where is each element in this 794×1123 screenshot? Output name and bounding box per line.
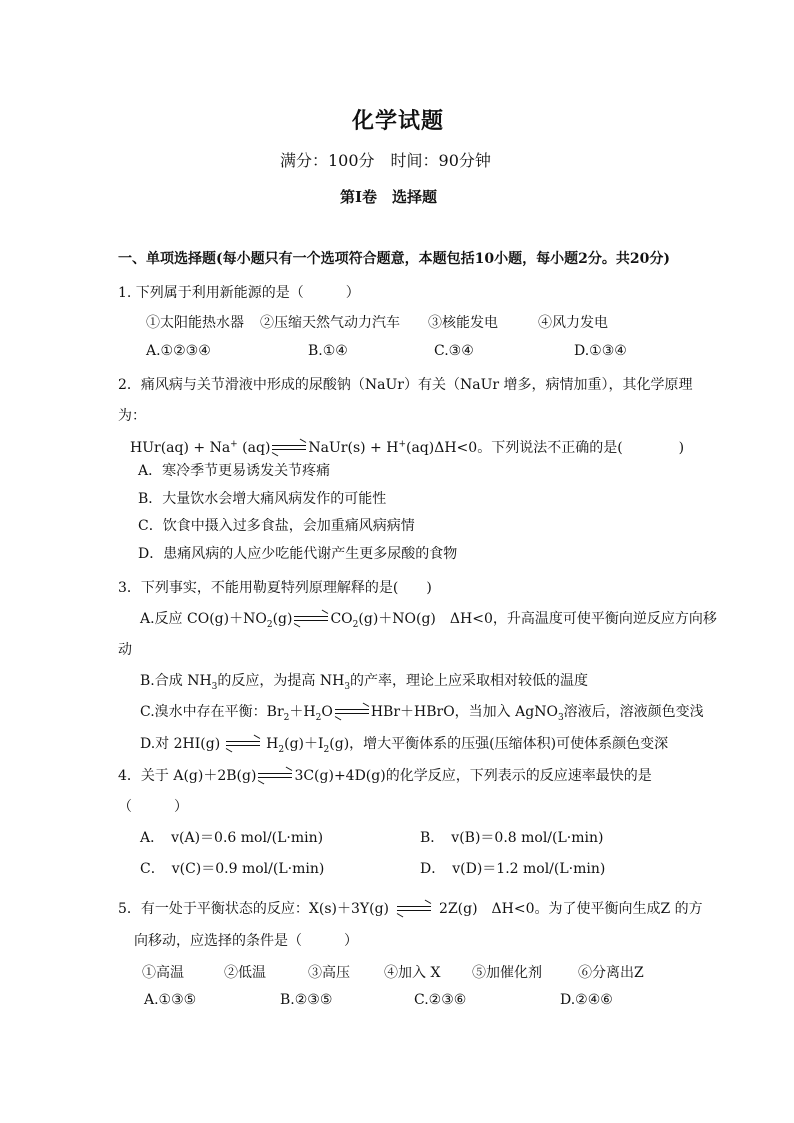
q3-option-a: A.反应 $CO(g)+NO_2(g)$ $CO_2(g)+NO(g)$ ΔH<0，升高温度可使平衡向逆反应方向移: [140, 611, 717, 630]
volume-heading: 第Ⅰ卷 选择题: [340, 188, 438, 206]
q5-item: ②低温: [224, 965, 266, 981]
q4-option-c: C． v(C)＝0.9 mol/(L·min): [140, 861, 325, 877]
q3-option-b: B.合成 $NH_3$的反应，为提高 $NH_3$的产率，理论上应采取相对较低的温度: [140, 673, 589, 692]
q4-option-b: B． v(B)＝0.8 mol/(L·min): [420, 830, 604, 846]
equilibrium-arrow-icon: [294, 614, 328, 624]
q5-item: ⑥分离出Z: [578, 965, 644, 981]
q5-item: ①高温: [142, 965, 184, 981]
q2-option-a: A．寒冷季节更易诱发关节疼痛: [138, 463, 331, 479]
q5-item: ③高压: [308, 965, 350, 981]
q5-item: ④加入 X: [384, 965, 441, 981]
q5-item: ⑤加催化剂: [472, 965, 542, 981]
q5-option-b: B.②③⑤: [280, 992, 333, 1008]
exam-meta: 满分：100分 时间：90分钟: [280, 151, 491, 170]
q5-option-d: D.②④⑥: [560, 992, 613, 1008]
q1-option-c: C.③④: [434, 343, 474, 359]
equilibrium-arrow-icon: [226, 739, 260, 749]
section-heading: 一、单项选择题(每小题只有一个选项符合题意，本题包括10小题，每小题2分。共20分): [118, 251, 670, 267]
q1-item: ③核能发电: [428, 315, 498, 331]
exam-title: 化学试题: [352, 108, 445, 134]
q5-option-a: A.①③⑤: [144, 992, 197, 1008]
equilibrium-arrow-icon: [335, 707, 369, 717]
q4-option-a: A． v(A)＝0.6 mol/(L·min): [140, 830, 324, 846]
q1-option-d: D.①③④: [574, 343, 627, 359]
equilibrium-arrow-icon: [258, 771, 292, 781]
q1-item: ①太阳能热水器: [146, 315, 244, 331]
q4-stem-line2: （ ）: [118, 799, 188, 815]
q3-option-a-line2: 动: [118, 642, 132, 658]
q2-option-d: D．患痛风病的人应少吃能代谢产生更多尿酸的食物: [138, 546, 458, 562]
q5-stem-line2: 向移动，应选择的条件是（ ）: [134, 933, 358, 949]
q1-item: ②压缩天然气动力汽车: [260, 315, 400, 331]
q3-option-c: C.溴水中存在平衡：$Br_2+H_2O$ HBr＋HBrO，当加入 AgNO$_3$溶液后，溶液颜色变浅: [140, 704, 704, 723]
q2-equation: HUr(aq) + Na+ (aq) NaUr(s) + H+(aq)ΔH<0。下列说法不正确的是( ): [130, 439, 685, 456]
q2-stem-line1: 2．痛风病与关节滑液中形成的尿酸钠（NaUr）有关（NaUr 增多，病情加重），其化学原理: [118, 377, 693, 393]
q1-option-b: B.①④: [308, 343, 348, 359]
q2-stem-line2: 为：: [118, 408, 146, 424]
q2-option-b: B．大量饮水会增大痛风病发作的可能性: [138, 491, 387, 507]
q4-stem: 4．关于 A(g)＋2B(g) 3C(g)+4D(g)的化学反应，下列表示的反应速率最快的是: [118, 768, 652, 784]
q5-stem: 5．有一处于平衡状态的反应：X(s)＋3Y(g) 2Z(g) ΔH<0。为了使平衡向生成Z 的方: [118, 901, 703, 917]
equilibrium-arrow-icon: [397, 904, 431, 914]
equilibrium-arrow-icon: [272, 443, 306, 453]
q1-stem: 1. 下列属于利用新能源的是（ ）: [118, 285, 360, 301]
q4-option-d: D． v(D)＝1.2 mol/(L·min): [420, 861, 606, 877]
q3-option-d: D.对 2HI(g) $H_2(g)+I_2(g)$，增大平衡体系的压强(压缩体积)可使体系颜色变深: [140, 736, 669, 755]
q3-stem: 3．下列事实，不能用勒夏特列原理解释的是( ): [118, 580, 432, 596]
q2-option-c: C．饮食中摄入过多食盐，会加重痛风病病情: [138, 518, 415, 534]
q1-option-a: A.①②③④: [146, 343, 211, 359]
q5-option-c: C.②③⑥: [414, 992, 467, 1008]
q1-item: ④风力发电: [538, 315, 608, 331]
